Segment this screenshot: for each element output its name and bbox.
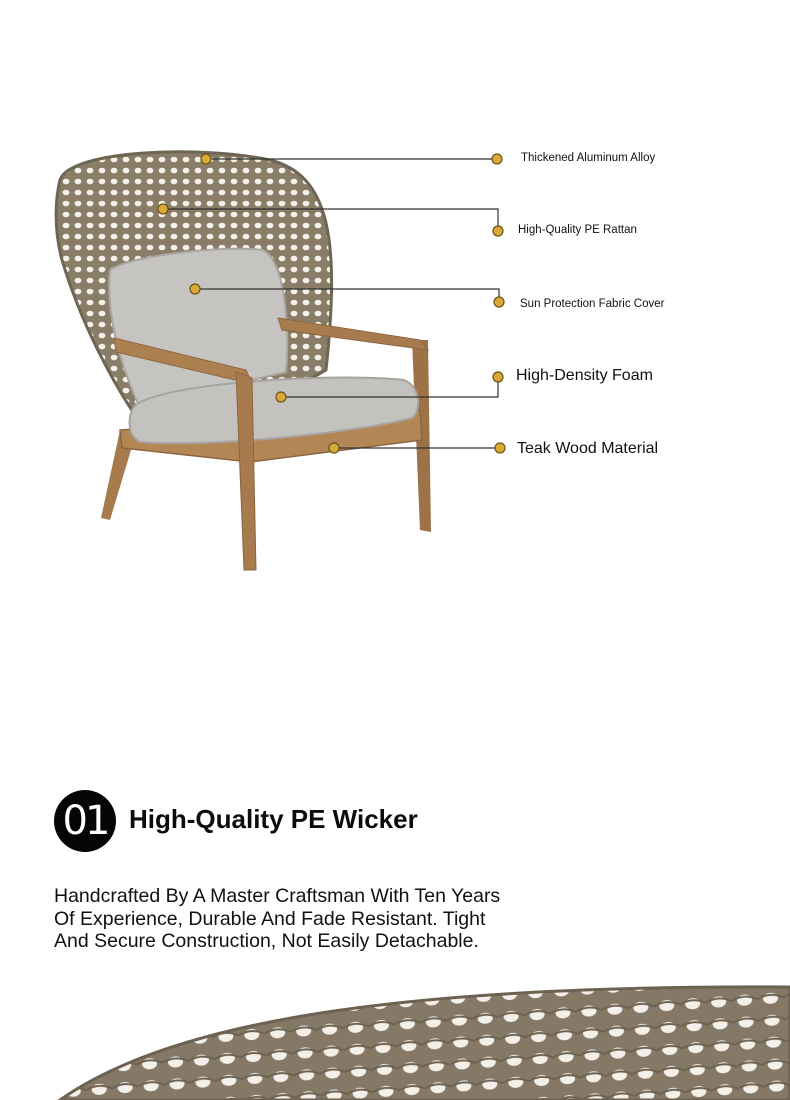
marker-backrest xyxy=(201,154,211,164)
marker-endpoint-3 xyxy=(494,297,504,307)
marker-back-cushion xyxy=(190,284,200,294)
marker-endpoint-4 xyxy=(493,372,503,382)
marker-seat-frame xyxy=(329,443,339,453)
callout-label-teak: Teak Wood Material xyxy=(517,440,659,457)
wicker-closeup-image xyxy=(0,975,790,1100)
marker-rattan xyxy=(158,204,168,214)
marker-endpoint-2 xyxy=(493,226,503,236)
callout-label-aluminum: Thickened Aluminum Alloy xyxy=(521,152,656,164)
callout-label-fabric: Sun Protection Fabric Cover xyxy=(520,298,665,310)
marker-seat-cushion xyxy=(276,392,286,402)
description-line: Of Experience, Durable And Fade Resistant. Tight xyxy=(54,907,486,930)
marker-endpoint-5 xyxy=(495,443,505,453)
marker-endpoint-1 xyxy=(492,154,502,164)
description-line: Handcrafted By A Master Craftsman With Ten Years xyxy=(54,885,501,907)
description-line: And Secure Construction, Not Easily Detachable. xyxy=(54,930,479,952)
callout-label-rattan: High-Quality PE Rattan xyxy=(518,224,637,236)
section-title: High-Quality PE Wicker xyxy=(129,804,418,834)
section-number-badge: 01 xyxy=(54,790,116,852)
callout-label-foam: High-Density Foam xyxy=(516,367,653,384)
section-description xyxy=(54,885,574,953)
